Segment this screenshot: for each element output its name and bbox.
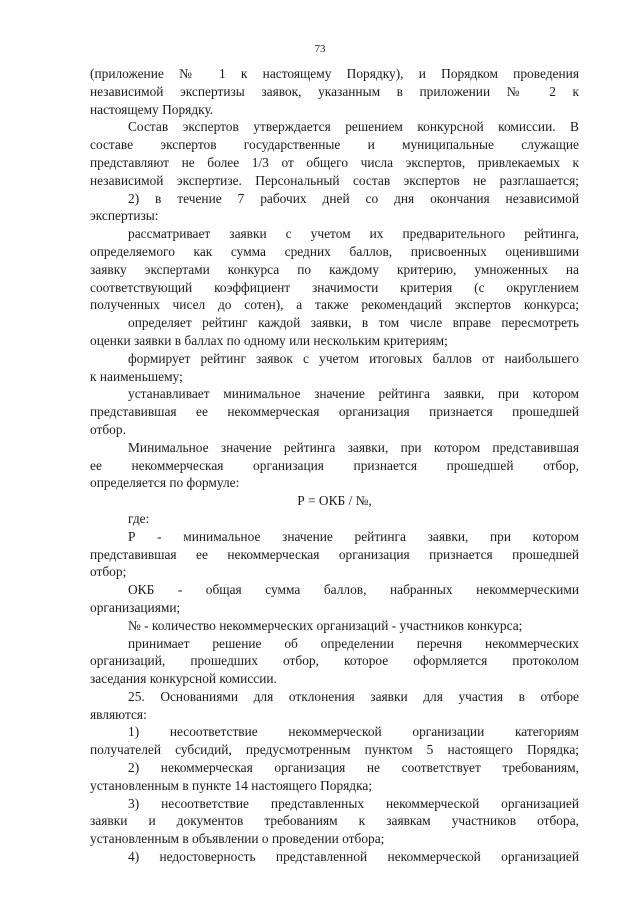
text-line: 25. Основаниями для отклонения заявки для участия в отборе	[128, 688, 579, 704]
text-line: установленным в пункте 14 настоящего Порядка;	[90, 777, 373, 793]
text-line: № - количество некоммерческих организаций - участников конкурса;	[128, 617, 523, 633]
text-line: представившая ее некоммерческая организация признается прошедшей	[90, 546, 579, 562]
paragraph	[90, 617, 579, 635]
text-line: 2) некоммерческая организация не соответствует требованиям,	[128, 760, 579, 776]
text-line: организациями;	[90, 599, 181, 615]
text-line: полученных чисел до сотен), а также рекомендаций экспертов конкурса;	[90, 297, 579, 313]
paragraph	[90, 439, 579, 492]
text-line: ее некоммерческая организация признается прошедшей отбор,	[90, 457, 579, 473]
paragraph	[90, 635, 579, 688]
paragraph	[90, 492, 579, 510]
paragraph	[90, 350, 579, 386]
text-line: 2) в течение 7 рабочих дней со дня окончания независимой	[128, 190, 579, 206]
text-line: заседания конкурсной комиссии.	[90, 671, 277, 687]
text-line: Минимальное значение рейтинга заявки, при котором представившая	[128, 439, 579, 455]
text-line: где:	[128, 510, 150, 526]
page-number: 73	[314, 43, 326, 55]
paragraph	[90, 510, 579, 528]
text-line: ОКБ - общая сумма баллов, набранных некоммерческими	[128, 582, 579, 598]
document-body	[90, 65, 579, 866]
text-line: представившая ее некоммерческая организация признается прошедшей	[90, 404, 579, 420]
text-line: настоящему Порядку.	[90, 101, 214, 117]
paragraph	[90, 759, 579, 795]
text-line: являются:	[90, 706, 147, 722]
text-line: экспертизы:	[90, 208, 159, 224]
paragraph	[90, 314, 579, 350]
text-line: 3) несоответствие представленных некоммерческой организацией	[128, 795, 579, 811]
paragraph	[90, 385, 579, 438]
text-line: оценки заявки в баллах по одному или нескольким критериям;	[90, 332, 448, 348]
paragraph	[90, 190, 579, 226]
text-line: устанавливает минимальное значение рейтинга заявки, при котором	[128, 386, 579, 402]
paragraph	[90, 723, 579, 759]
text-line: определяет рейтинг каждой заявки, в том числе вправе пересмотреть	[128, 315, 579, 331]
text-line: к наименьшему;	[90, 368, 183, 384]
text-line: заявки и документов требованиям к заявкам участников отбора,	[90, 813, 579, 829]
text-line: 4) недостоверность представленной некоммерческой организацией	[128, 849, 579, 865]
text-line: отбор.	[90, 421, 126, 437]
paragraph	[90, 688, 579, 724]
text-line: заявку экспертами конкурса по каждому критерию, умноженных на	[90, 261, 579, 277]
paragraph	[90, 581, 579, 617]
text-line: получателей субсидий, предусмотренным пунктом 5 настоящего Порядка;	[90, 742, 579, 758]
text-line: независимой экспертизы заявок, указанным в приложении № 2 к	[90, 83, 579, 99]
text-line: составе экспертов государственные и муниципальные служащие	[90, 137, 579, 153]
text-line: формирует рейтинг заявок с учетом итоговых баллов от наибольшего	[128, 350, 579, 366]
text-line: установленным в объявлении о проведении отбора;	[90, 831, 385, 847]
paragraph	[90, 795, 579, 848]
text-line: независимой экспертизе. Персональный состав экспертов не разглашается;	[90, 172, 579, 188]
text-line: Состав экспертов утверждается решением конкурсной комиссии. В	[128, 119, 579, 135]
text-line: 1) несоответствие некоммерческой организации категориям	[128, 724, 579, 740]
paragraph	[90, 65, 579, 118]
text-line: определяется по формуле:	[90, 475, 240, 491]
paragraph	[90, 848, 579, 866]
text-line: Р = ОКБ / №,	[297, 493, 372, 509]
text-line: отбор;	[90, 564, 127, 580]
paragraph	[90, 528, 579, 581]
paragraph	[90, 118, 579, 189]
paragraph	[90, 225, 579, 314]
text-line: определяемого как сумма средних баллов, присвоенных оценившими	[90, 243, 579, 259]
text-line: рассматривает заявки с учетом их предварительного рейтинга,	[128, 226, 579, 242]
text-line: принимает решение об определении перечня некоммерческих	[128, 635, 579, 651]
text-line: организаций, прошедших отбор, которое оформляется протоколом	[90, 653, 579, 669]
text-line: представляют не более 1/3 от общего числа экспертов, привлекаемых к	[90, 154, 579, 170]
text-line: (приложение № 1 к настоящему Порядку), и Порядком проведения	[90, 66, 579, 81]
text-line: соответствующий коэффициент значимости критерия (с округлением	[90, 279, 579, 295]
text-line: Р - минимальное значение рейтинга заявки, при котором	[128, 528, 579, 544]
